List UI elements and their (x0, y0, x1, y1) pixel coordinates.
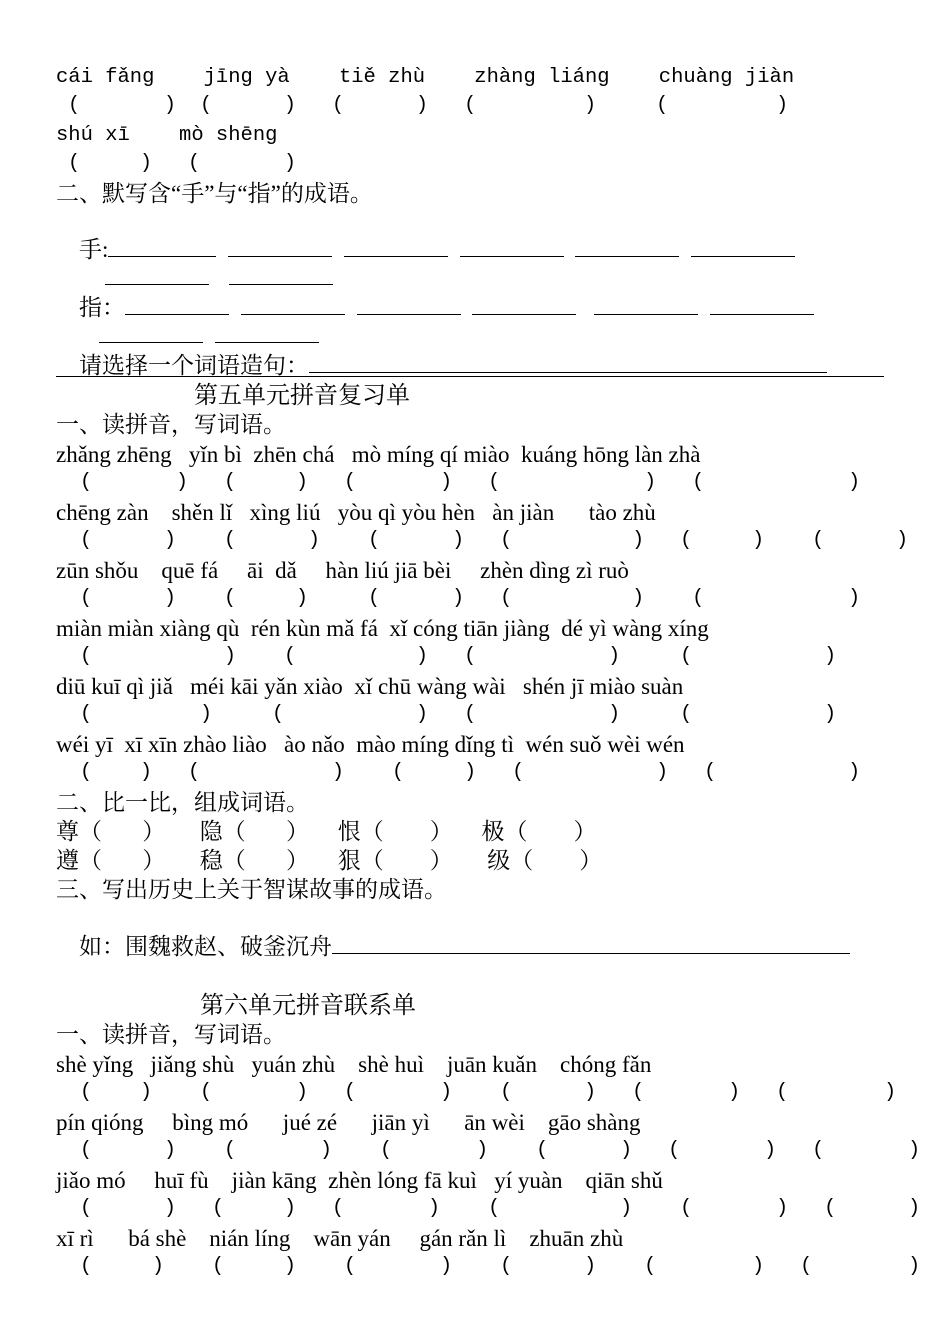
question-title: 一、读拼音，写词语。 (56, 412, 286, 437)
pinyin-row: zhǎng zhēng yǐn bì zhēn chá mò míng qí miào kuáng hōng làn zhà (56, 442, 701, 467)
compare-row: 遵（ ） 稳（ ） 狠（ ） 级（ ） (56, 848, 603, 873)
answer-parens-row: ( ) ( ) ( ) ( ) ( ) (56, 471, 861, 494)
pinyin-row: zūn shǒu quē fá āi dǎ hàn liú jiā bèi zhèn dìng zì ruò (56, 558, 629, 583)
example-label: 如：围魏救赵、破釜沉舟 (79, 934, 332, 959)
sentence-label: 请选择一个词语造句： (79, 353, 309, 378)
pinyin-row: xī rì bá shè nián líng wān yán gán rǎn lì zhuān zhù (56, 1226, 624, 1251)
answer-parens-row: ( ) ( ) ( ) ( ) ( ) (56, 94, 789, 117)
pinyin-row: jiǎo mó huī fù jiàn kāng zhèn lóng fā kuì yí yuàn qiān shǔ (56, 1168, 663, 1193)
zhi-idiom-line (56, 266, 814, 320)
question-title: 一、读拼音，写词语。 (56, 1022, 286, 1047)
compare-row: 尊（ ） 隐（ ） 恨（ ） 极（ ） (56, 819, 597, 844)
pinyin-row: chēng zàn shěn lǐ xìng liú yòu qì yòu hèn àn jiàn tào zhù (56, 500, 656, 525)
pinyin-row: pín qióng bìng mó jué zé jiān yì ān wèi gāo shàng (56, 1110, 641, 1135)
question-title: 二、比一比，组成词语。 (56, 790, 309, 815)
question-title: 二、默写含“手”与“指”的成语。 (56, 181, 373, 206)
answer-parens-row: ( ) ( ) ( ) ( ) ( ) ( ) (56, 1197, 921, 1220)
answer-blank[interactable] (357, 294, 461, 315)
answer-parens-row: ( ) ( ) ( ) ( ) ( ) ( ) (56, 1255, 921, 1278)
pinyin-row: shú xī mò shēng (56, 124, 278, 147)
pinyin-row: miàn miàn xiàng qù rén kùn mǎ fá xǐ cóng tiān jiàng dé yì wàng xíng (56, 616, 709, 641)
answer-blank[interactable] (575, 236, 679, 257)
answer-parens-row: ( ) ( ) ( ) ( ) ( ) ( ) (56, 1081, 897, 1104)
shou-idiom-line (56, 208, 795, 262)
answer-blank[interactable] (472, 294, 576, 315)
sentence-answer-blank[interactable] (309, 352, 827, 373)
answer-blank[interactable] (710, 294, 814, 315)
shou-idiom-line-2 (82, 236, 333, 264)
answer-parens-row: ( ) ( ) ( ) ( ) ( ) ( ) (56, 1139, 921, 1162)
answer-blank[interactable] (594, 294, 698, 315)
pinyin-row: cái fǎng jīng yà tiě zhù zhàng liáng chuàng jiàn (56, 66, 795, 89)
pinyin-row: wéi yī xī xīn zhào liào ào nǎo mào míng dǐng tì wén suǒ wèi wén (56, 732, 685, 757)
shou-label: 手: (79, 237, 109, 262)
answer-blank[interactable] (344, 236, 448, 257)
answer-parens-row: ( ) ( ) ( ) ( ) ( ) (56, 761, 861, 784)
pinyin-row: diū kuī qì jiǎ méi kāi yǎn xiào xǐ chū wàng wài shén jī miào suàn (56, 674, 684, 699)
answer-parens-row: ( ) ( ) ( ) ( ) ( ) ( ) (56, 529, 909, 552)
answer-blank[interactable] (460, 236, 564, 257)
answer-parens-row: ( ) ( ) ( ) ( ) (56, 645, 837, 668)
section-title: 第六单元拼音联系单 (200, 993, 416, 1019)
idiom-answer-blank[interactable] (332, 933, 850, 954)
answer-parens-row: ( ) ( ) ( ) ( ) (56, 703, 837, 726)
zhi-label: 指： (79, 295, 125, 320)
section-title: 第五单元拼音复习单 (194, 383, 410, 409)
sentence-line (56, 324, 827, 378)
answer-parens-row: ( ) ( ) ( ) ( ) ( ) (56, 587, 861, 610)
answer-blank[interactable] (691, 236, 795, 257)
answer-parens-row: ( ) ( ) (56, 152, 297, 175)
divider-line (56, 376, 884, 377)
example-line (56, 905, 850, 959)
pinyin-row: shè yǐng jiǎng shù yuán zhù shè huì juān kuǎn chóng fǎn (56, 1052, 652, 1077)
question-title: 三、写出历史上关于智谋故事的成语。 (56, 877, 447, 902)
zhi-idiom-line-2 (76, 294, 319, 322)
